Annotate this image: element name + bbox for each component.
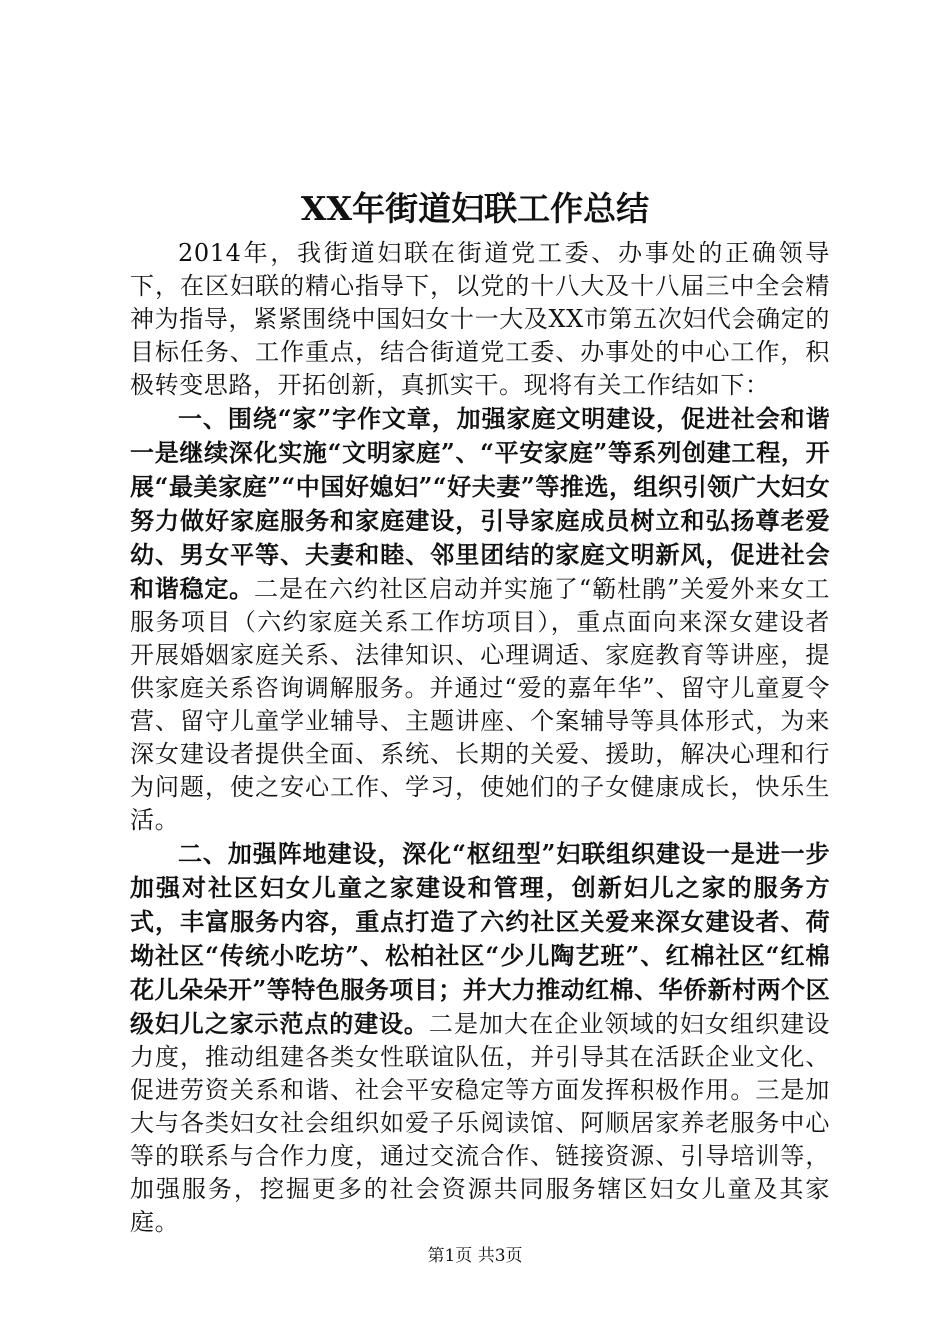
section-one-text: 二是在六约社区启动并实施了“簕杜鹃”关爱外来女工服务项目（六约家庭关系工作坊项目），重点面向来深女建设者开展婚姻家庭关系、法律知识、心理调适、家庭教育等讲座，提供家庭关系咨询调解服务。并通过“爱的嘉年华”、留守儿童夏令营、留守儿童学业辅导、主题讲座、个案辅导等具体形式，为来深女建设者提供全面、系统、长期的关爱、援助，解决心理和行为问题，使之安心工作、学习，使她们的子女健康成长，快乐生活。 [130, 575, 831, 834]
paragraph-section-two [130, 837, 830, 1239]
paragraph-section-one [130, 402, 830, 837]
document-title: XX年街道妇联工作总结 [300, 189, 650, 228]
document-body [130, 236, 830, 1239]
paragraph-intro-text: 2014年，我街道妇联在街道党工委、办事处的正确领导下，在区妇联的精心指导下，以党的十八大及十八届三中全会精神为指导，紧紧围绕中国妇女十一大及XX市第五次妇代会确定的目标任务、工作重点，结合街道党工委、办事处的中心工作，积极转变思路，开拓创新，真抓实干。现将有关工作结如下： [130, 239, 830, 399]
section-two-text: 二是加大在企业领域的妇女组织建设力度，推动组建各类女性联谊队伍，并引导其在活跃企业文化、促进劳资关系和谐、社会平安稳定等方面发挥积极作用。三是加大与各类妇女社会组织如爱子乐阅读馆、阿顺居家养老服务中心等的联系与合作力度，通过交流合作、链接资源、引导培训等，加强服务，挖掘更多的社会资源共同服务辖区妇女儿童及其家庭。 [130, 1010, 830, 1236]
page-number: 第1页 共3页 [427, 1246, 523, 1266]
paragraph-intro [130, 236, 830, 402]
section-two-heading: 二、加强阵地建设，深化“枢纽型”妇联组织建设一是进一步加强对社区妇女儿童之家建设和管理，创新妇儿之家的服务方式，丰富服务内容，重点打造了六约社区关爱来深女建设者、荷坳社区“传统小吃坊”、松柏社区“少儿陶艺班”、红棉社区“红棉花儿朵朵开”等特色服务项目；并大力推动红棉、华侨新村两个区级妇儿之家示范点的建设。 [130, 839, 830, 1038]
section-one-heading: 一、围绕“家”字作文章，加强家庭文明建设，促进社会和谐一是继续深化实施“文明家庭”、“平安家庭”等系列创建工程，开展“最美家庭”“中国好媳妇”“好夫妻”等推选，组织引领广大妇女努力做好家庭服务和家庭建设，引导家庭成员树立和弘扬尊老爱幼、男女平等、夫妻和睦、邻里团结的家庭文明新风，促进社会和谐稳定。 [130, 404, 830, 603]
